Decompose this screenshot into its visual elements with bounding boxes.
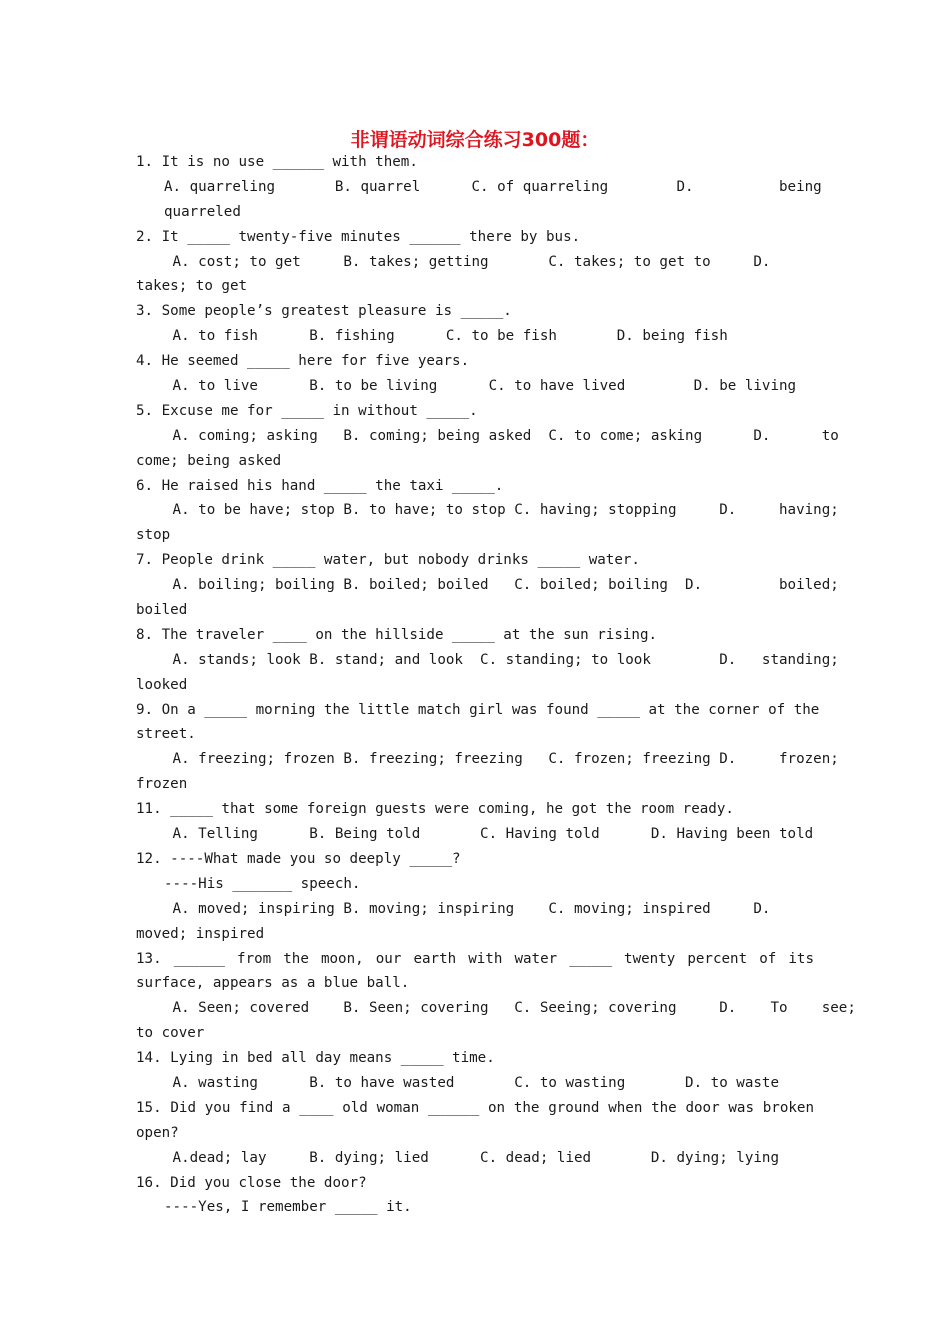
question-line: come; being asked: [136, 452, 282, 469]
question-line: boiled: [136, 602, 188, 619]
option-line: A. to fish B. fishing C. to be fish D. being fish: [164, 328, 728, 345]
question-line: 6. He raised his hand _____ the taxi _____.: [136, 477, 504, 494]
question-list: [136, 150, 856, 1220]
document-title: 非谓语动词综合练习300题：: [350, 129, 600, 151]
question-line: 4. He seemed _____ here for five years.: [136, 353, 470, 370]
question-line: frozen: [136, 776, 188, 793]
option-line: A. freezing; frozen B. freezing; freezing C. frozen; freezing D. frozen;: [164, 751, 839, 768]
question-line: 9. On a _____ morning the little match girl was found _____ at the corner of the: [136, 701, 820, 718]
option-line: A. Telling B. Being told C. Having told D. Having been told: [164, 826, 814, 843]
question-line: takes; to get: [136, 278, 248, 295]
question-line: 12. ----What made you so deeply _____?: [136, 850, 461, 867]
question-line: 13. ______ from the moon, our earth with water _____ twenty percent of its: [136, 950, 814, 967]
option-line: A.dead; lay B. dying; lied C. dead; lied D. dying; lying: [164, 1149, 779, 1166]
question-line: 15. Did you find a ____ old woman ______ on the ground when the door was broken: [136, 1099, 814, 1116]
question-line: 3. Some people’s greatest pleasure is _____.: [136, 303, 512, 320]
option-line: quarreled: [164, 203, 241, 220]
question-line: looked: [136, 676, 188, 693]
option-line: A. Seen; covered B. Seen; covering C. Seeing; covering D. To see;: [164, 1000, 856, 1017]
question-line: street.: [136, 726, 196, 743]
question-line: to cover: [136, 1025, 205, 1042]
question-line: 14. Lying in bed all day means _____ time.: [136, 1050, 495, 1067]
question-line: stop: [136, 527, 171, 544]
option-line: A. boiling; boiling B. boiled; boiled C. boiled; boiling D. boiled;: [164, 577, 839, 594]
question-line: moved; inspired: [136, 925, 265, 942]
question-line: 5. Excuse me for _____ in without _____.: [136, 402, 478, 419]
option-line: A. wasting B. to have wasted C. to wasting D. to waste: [164, 1074, 779, 1091]
option-line: A. moved; inspiring B. moving; inspiring C. moving; inspired D.: [164, 900, 771, 917]
question-line: 11. _____ that some foreign guests were coming, he got the room ready.: [136, 801, 734, 818]
option-line: A. quarreling B. quarrel C. of quarreling D. being: [164, 178, 822, 195]
question-line: 1. It is no use ______ with them.: [136, 154, 418, 170]
question-line: 7. People drink _____ water, but nobody drinks _____ water.: [136, 552, 640, 569]
option-line: ----Yes, I remember _____ it.: [164, 1199, 412, 1216]
option-line: ----His _______ speech.: [164, 875, 361, 892]
question-line: 16. Did you close the door?: [136, 1174, 367, 1191]
option-line: A. stands; look B. stand; and look C. standing; to look D. standing;: [164, 651, 839, 668]
question-line: open?: [136, 1124, 179, 1141]
question-line: 8. The traveler ____ on the hillside _____ at the sun rising.: [136, 626, 658, 643]
option-line: A. coming; asking B. coming; being asked C. to come; asking D. to: [164, 427, 839, 444]
question-line: surface, appears as a blue ball.: [136, 975, 410, 992]
question-line: 2. It _____ twenty-five minutes ______ there by bus.: [136, 228, 581, 245]
option-line: A. cost; to get B. takes; getting C. takes; to get to D.: [164, 253, 771, 270]
option-line: A. to be have; stop B. to have; to stop C. having; stopping D. having;: [164, 502, 839, 519]
option-line: A. to live B. to be living C. to have lived D. be living: [164, 378, 797, 395]
